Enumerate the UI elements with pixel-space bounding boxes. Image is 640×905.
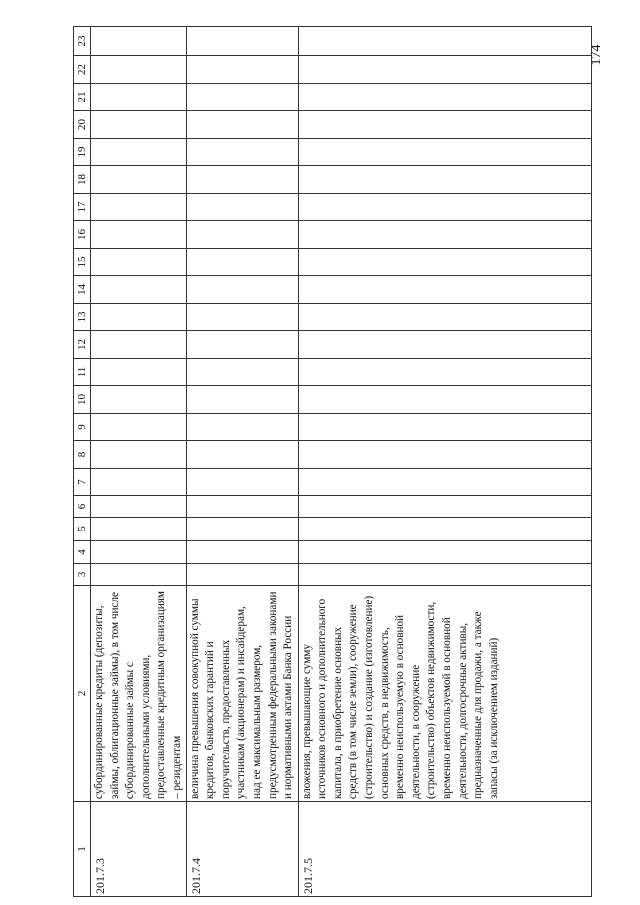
column-header-10: 10 bbox=[74, 386, 91, 414]
row-code: 201.7.4 bbox=[186, 802, 298, 897]
column-header-21: 21 bbox=[74, 84, 91, 111]
column-header-3: 3 bbox=[74, 564, 91, 586]
column-header-4: 4 bbox=[74, 541, 91, 564]
column-header-15: 15 bbox=[74, 249, 91, 276]
column-header-18: 18 bbox=[74, 166, 91, 194]
column-header-17: 17 bbox=[74, 194, 91, 221]
column-header-8: 8 bbox=[74, 441, 91, 469]
table-row bbox=[186, 27, 298, 897]
column-header-11: 11 bbox=[74, 359, 91, 386]
row-description: субординированные кредиты (депозиты, займы, облигационные займы), в том числе субординированные займы с дополнительными условиями, предоставленные кредитным организациям – резидентам bbox=[91, 586, 187, 802]
column-header-7: 7 bbox=[74, 469, 91, 496]
column-header-23: 23 bbox=[74, 27, 91, 56]
column-header-16: 16 bbox=[74, 221, 91, 249]
header-row bbox=[74, 27, 91, 897]
report-table bbox=[73, 26, 592, 897]
table-row bbox=[298, 27, 591, 897]
report-sheet bbox=[73, 37, 640, 897]
page-number: 174 bbox=[589, 44, 604, 66]
column-header-14: 14 bbox=[74, 276, 91, 304]
column-header-6: 6 bbox=[74, 496, 91, 518]
column-header-22: 22 bbox=[74, 56, 91, 84]
column-header-9: 9 bbox=[74, 414, 91, 441]
row-code: 201.7.5 bbox=[298, 802, 591, 897]
row-description: величина превышения совокупной суммы кредитов, банковских гарантий и поручительств, предоставленных участникам (акционерам) и инсайдерам, над ее максимальным размером, предусмотренным федеральными законами и нормативными актами Банка России bbox=[186, 586, 298, 802]
column-header-13: 13 bbox=[74, 304, 91, 331]
column-header-19: 19 bbox=[74, 139, 91, 166]
row-description: вложения, превышающие сумму источников основного и дополнительного капитала, в приобретение основных средств (в том числе земли), сооружение (строительство) и создание (изготовление) основных средств, в недвижимость, временно неиспользуемую в основной деятельности, в сооружение (строительство) объектов недвижимости, временно неиспользуемой в основной деятельности, долгосрочные активы, предназначенные для продажи, а также запасы (за исключением изданий) bbox=[298, 586, 591, 802]
column-header-20: 20 bbox=[74, 111, 91, 139]
column-header-12: 12 bbox=[74, 331, 91, 359]
column-header-5: 5 bbox=[74, 518, 91, 541]
column-header-1: 1 bbox=[74, 802, 91, 897]
column-header-2: 2 bbox=[74, 586, 91, 802]
table-row bbox=[91, 27, 187, 897]
row-code: 201.7.3 bbox=[91, 802, 187, 897]
